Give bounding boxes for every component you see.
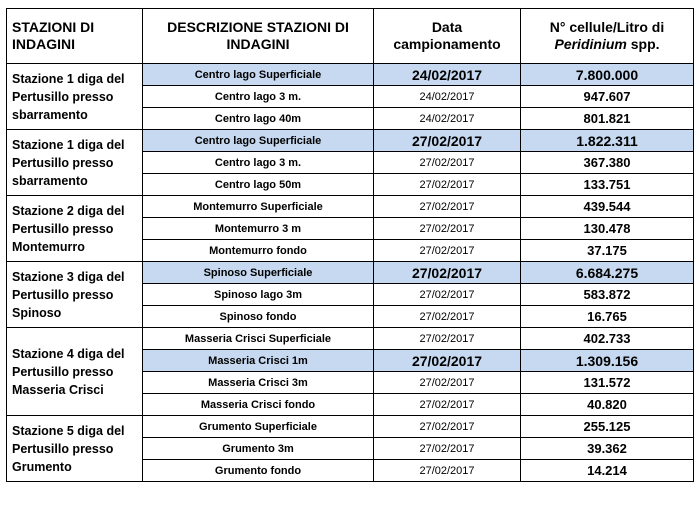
cell-count: 1.309.156 xyxy=(521,350,694,372)
sampling-date: 27/02/2017 xyxy=(374,306,521,328)
sampling-date: 27/02/2017 xyxy=(374,240,521,262)
table-row xyxy=(7,328,694,350)
station-description: Centro lago 40m xyxy=(143,108,374,130)
cell-count: 16.765 xyxy=(521,306,694,328)
cell-count: 6.684.275 xyxy=(521,262,694,284)
cell-count: 439.544 xyxy=(521,196,694,218)
station-description: Spinoso fondo xyxy=(143,306,374,328)
cell-count: 947.607 xyxy=(521,86,694,108)
cell-count: 40.820 xyxy=(521,394,694,416)
station-description: Centro lago 3 m. xyxy=(143,152,374,174)
sampling-date: 27/02/2017 xyxy=(374,284,521,306)
sampling-date: 27/02/2017 xyxy=(374,372,521,394)
table-row xyxy=(7,262,694,284)
cell-count: 1.822.311 xyxy=(521,130,694,152)
header-stations: STAZIONI DI INDAGINI xyxy=(7,9,143,64)
table-row xyxy=(7,130,694,152)
table-body xyxy=(7,64,694,482)
sampling-date: 27/02/2017 xyxy=(374,174,521,196)
station-description: Masseria Crisci 1m xyxy=(143,350,374,372)
sampling-date: 27/02/2017 xyxy=(374,152,521,174)
table-row xyxy=(7,416,694,438)
sampling-date: 27/02/2017 xyxy=(374,328,521,350)
table-row xyxy=(7,196,694,218)
station-description: Centro lago 50m xyxy=(143,174,374,196)
cell-count: 402.733 xyxy=(521,328,694,350)
station-description: Montemurro fondo xyxy=(143,240,374,262)
cell-count: 7.800.000 xyxy=(521,64,694,86)
station-description: Grumento Superficiale xyxy=(143,416,374,438)
table-row xyxy=(7,64,694,86)
station-description: Centro lago Superficiale xyxy=(143,64,374,86)
header-description: DESCRIZIONE STAZIONI DI INDAGINI xyxy=(143,9,374,64)
header-cell-count-suffix: spp. xyxy=(630,36,660,52)
sampling-date: 27/02/2017 xyxy=(374,394,521,416)
cell-count: 583.872 xyxy=(521,284,694,306)
header-row xyxy=(7,9,694,64)
station-description: Centro lago 3 m. xyxy=(143,86,374,108)
station-description: Centro lago Superficiale xyxy=(143,130,374,152)
station-description: Masseria Crisci 3m xyxy=(143,372,374,394)
cell-count: 14.214 xyxy=(521,460,694,482)
station-name: Stazione 3 diga del Pertusillo presso Spinoso xyxy=(7,262,143,328)
sampling-date: 24/02/2017 xyxy=(374,108,521,130)
sampling-date: 24/02/2017 xyxy=(374,86,521,108)
cell-count: 367.380 xyxy=(521,152,694,174)
header-cell-count xyxy=(521,9,694,64)
sampling-date: 27/02/2017 xyxy=(374,438,521,460)
sampling-date: 27/02/2017 xyxy=(374,262,521,284)
cell-count: 801.821 xyxy=(521,108,694,130)
sampling-date: 27/02/2017 xyxy=(374,196,521,218)
station-description: Montemurro 3 m xyxy=(143,218,374,240)
sampling-date: 27/02/2017 xyxy=(374,130,521,152)
sampling-date: 27/02/2017 xyxy=(374,350,521,372)
header-sampling-date: Data campionamento xyxy=(374,9,521,64)
cell-count: 255.125 xyxy=(521,416,694,438)
sampling-date: 27/02/2017 xyxy=(374,218,521,240)
station-description: Masseria Crisci Superficiale xyxy=(143,328,374,350)
peridinium-table xyxy=(6,8,694,482)
cell-count: 130.478 xyxy=(521,218,694,240)
cell-count: 39.362 xyxy=(521,438,694,460)
station-name: Stazione 4 diga del Pertusillo presso Masseria Crisci xyxy=(7,328,143,416)
cell-count: 131.572 xyxy=(521,372,694,394)
header-cell-count-prefix: N° cellule/Litro di xyxy=(549,19,665,35)
station-name: Stazione 1 diga del Pertusillo presso sbarramento xyxy=(7,130,143,196)
station-description: Spinoso Superficiale xyxy=(143,262,374,284)
cell-count: 37.175 xyxy=(521,240,694,262)
station-description: Montemurro Superficiale xyxy=(143,196,374,218)
cell-count: 133.751 xyxy=(521,174,694,196)
station-description: Masseria Crisci fondo xyxy=(143,394,374,416)
station-name: Stazione 2 diga del Pertusillo presso Montemurro xyxy=(7,196,143,262)
sampling-date: 27/02/2017 xyxy=(374,460,521,482)
station-description: Grumento fondo xyxy=(143,460,374,482)
sampling-date: 27/02/2017 xyxy=(374,416,521,438)
header-cell-count-genus: Peridinium xyxy=(554,36,627,52)
station-description: Grumento 3m xyxy=(143,438,374,460)
station-name: Stazione 1 diga del Pertusillo presso sbarramento xyxy=(7,64,143,130)
station-name: Stazione 5 diga del Pertusillo presso Grumento xyxy=(7,416,143,482)
sampling-date: 24/02/2017 xyxy=(374,64,521,86)
station-description: Spinoso lago 3m xyxy=(143,284,374,306)
